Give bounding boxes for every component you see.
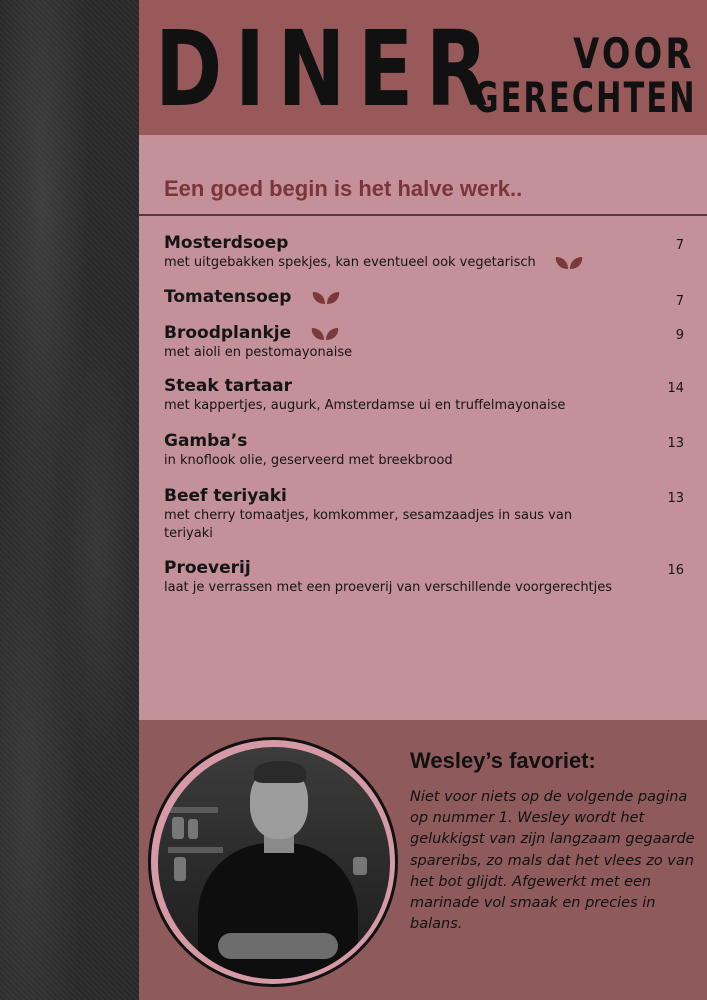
item-name: Gamba’s xyxy=(164,431,248,451)
menu-panel xyxy=(139,135,707,720)
menu-item xyxy=(164,557,684,597)
divider xyxy=(139,214,707,216)
item-price: 9 xyxy=(675,328,684,343)
item-name: Mosterdsoep xyxy=(164,233,289,253)
item-description: met aioli en pestomayonaise xyxy=(164,345,353,360)
item-name: Beef teriyaki xyxy=(164,486,287,506)
menu-item xyxy=(164,485,684,543)
chef-photo xyxy=(158,747,390,979)
item-price: 14 xyxy=(667,381,684,396)
leaf-icon xyxy=(311,290,341,306)
leaf-icon xyxy=(310,326,340,342)
favorite-title: Wesley’s favoriet: xyxy=(410,748,596,773)
item-price: 13 xyxy=(667,491,684,506)
item-name: Steak tartaar xyxy=(164,376,293,396)
item-name: Tomatensoep xyxy=(164,287,292,307)
item-price: 13 xyxy=(667,436,684,451)
item-name: Proeverij xyxy=(164,558,251,578)
item-description: laat je verrassen met een proeverij van verschillende voorgerechtjes xyxy=(164,580,613,595)
menu-item xyxy=(164,286,684,308)
tagline: Een goed begin is het halve werk.. xyxy=(164,176,523,201)
item-description: met uitgebakken spekjes, kan eventueel ook vegetarisch xyxy=(164,254,624,272)
item-description: met kappertjes, augurk, Amsterdamse ui en truffelmayonaise xyxy=(164,398,566,413)
menu-item xyxy=(164,232,684,272)
textured-sidebar xyxy=(0,0,139,1000)
item-description: met cherry tomaatjes, komkommer, sesamzaadjes in saus van teriyaki xyxy=(164,508,573,541)
item-price: 16 xyxy=(667,563,684,578)
item-name: Broodplankje xyxy=(164,323,292,343)
subtitle-top: VOOR xyxy=(573,29,695,78)
favorite-text: Niet voor niets op de volgende pagina op nummer 1. Wesley wordt het gelukkigst van zijn langzaam gegaarde spareribs, zo mals dat het vlees zo van het bot glijdt. Afgewerkt met een marinade vol smaak en precies in balans. xyxy=(410,789,695,933)
item-price: 7 xyxy=(675,238,684,253)
menu-item xyxy=(164,375,684,415)
menu-item xyxy=(164,430,684,470)
page-title: DINER xyxy=(155,8,501,130)
item-description: in knoflook olie, geserveerd met breekbrood xyxy=(164,453,453,468)
item-price: 7 xyxy=(675,294,684,309)
subtitle-bottom: GERECHTEN xyxy=(474,73,697,122)
leaf-icon xyxy=(554,255,584,271)
menu-item xyxy=(164,322,684,362)
